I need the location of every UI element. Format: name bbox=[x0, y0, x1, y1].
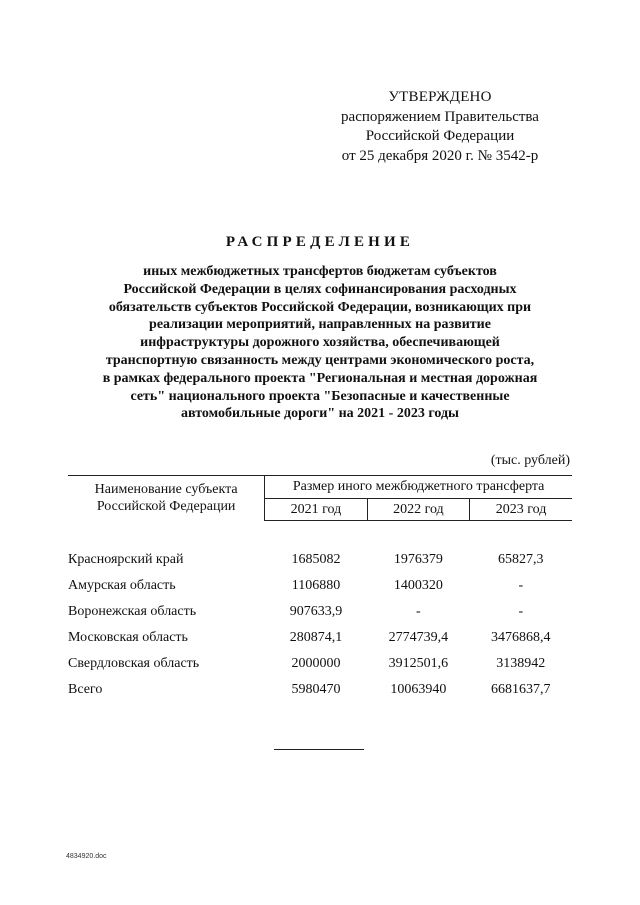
subtitle-line: в рамках федерального проекта "Региональная и местная дорожная bbox=[102, 370, 538, 386]
units-label: (тыс. рублей) bbox=[490, 453, 570, 468]
subtitle-line: автомобильные дороги" на 2021 - 2023 годы bbox=[181, 406, 459, 422]
value-2021: 1685082 bbox=[291, 552, 341, 567]
header-transfer-size: Размер иного межбюджетного трансферта bbox=[265, 476, 572, 499]
total-2023: 6681637,7 bbox=[491, 682, 551, 697]
end-separator-line bbox=[274, 749, 364, 750]
subtitle-line: инфраструктуры дорожного хозяйства, обеспечивающей bbox=[140, 335, 500, 351]
value-2022: 2774739,4 bbox=[388, 630, 449, 645]
document-title: РАСПРЕДЕЛЕНИЕ bbox=[225, 234, 415, 250]
header-year-2023: 2023 год bbox=[470, 499, 572, 521]
header-region-name: Наименование субъекта Российской Федерации bbox=[68, 476, 265, 521]
region-name: Амурская область bbox=[68, 578, 176, 593]
value-2021: 280874,1 bbox=[289, 630, 343, 645]
value-2021: 907633,9 bbox=[289, 604, 343, 619]
subtitle-line: сеть" национального проекта "Безопасные и качественные bbox=[130, 388, 510, 404]
total-2022: 10063940 bbox=[390, 682, 447, 697]
header-year-2021: 2021 год bbox=[265, 499, 367, 521]
table-row bbox=[68, 625, 572, 651]
document-subtitle bbox=[70, 263, 570, 423]
value-2023: 65827,3 bbox=[498, 552, 544, 567]
header-year-2022: 2022 год bbox=[367, 499, 469, 521]
transfer-table bbox=[68, 475, 572, 703]
value-2023: - bbox=[518, 578, 524, 593]
value-2022: 1976379 bbox=[393, 552, 443, 567]
table-row bbox=[68, 651, 572, 677]
value-2022: 1400320 bbox=[393, 578, 443, 593]
total-label: Всего bbox=[68, 682, 103, 697]
value-2022: 3912501,6 bbox=[388, 656, 449, 671]
subtitle-line: Российской Федерации в целях софинансирования расходных bbox=[123, 281, 517, 297]
value-2022: - bbox=[416, 604, 421, 619]
approval-block bbox=[310, 88, 570, 166]
table-row bbox=[68, 547, 572, 573]
approval-heading: УТВЕРЖДЕНО bbox=[388, 89, 492, 105]
subtitle-line: транспортную связанность между центрами экономического роста, bbox=[105, 352, 535, 368]
region-name: Воронежская область bbox=[68, 604, 197, 619]
total-2021: 5980470 bbox=[291, 682, 341, 697]
approval-line: Российской Федерации bbox=[365, 128, 515, 144]
region-name: Свердловская область bbox=[68, 656, 200, 671]
table-row bbox=[68, 599, 572, 625]
subtitle-line: реализации мероприятий, направленных на развитие bbox=[149, 317, 491, 333]
value-2021: 2000000 bbox=[291, 656, 341, 671]
value-2023: 3138942 bbox=[496, 656, 546, 671]
table-row bbox=[68, 573, 572, 599]
subtitle-line: обязательств субъектов Российской Федерации, возникающих при bbox=[108, 299, 532, 315]
file-reference: 4834920.doc bbox=[66, 853, 107, 860]
region-name: Московская область bbox=[68, 630, 188, 645]
region-name: Красноярский край bbox=[68, 552, 184, 567]
approval-date: от 25 декабря 2020 г. № 3542-р bbox=[341, 147, 539, 164]
table-row-total bbox=[68, 677, 572, 703]
value-2023: - bbox=[518, 604, 524, 619]
value-2021: 1106880 bbox=[291, 578, 341, 593]
value-2023: 3476868,4 bbox=[491, 630, 551, 645]
subtitle-line: иных межбюджетных трансфертов бюджетам субъектов bbox=[143, 264, 497, 279]
approval-line: распоряжением Правительства bbox=[341, 108, 539, 125]
